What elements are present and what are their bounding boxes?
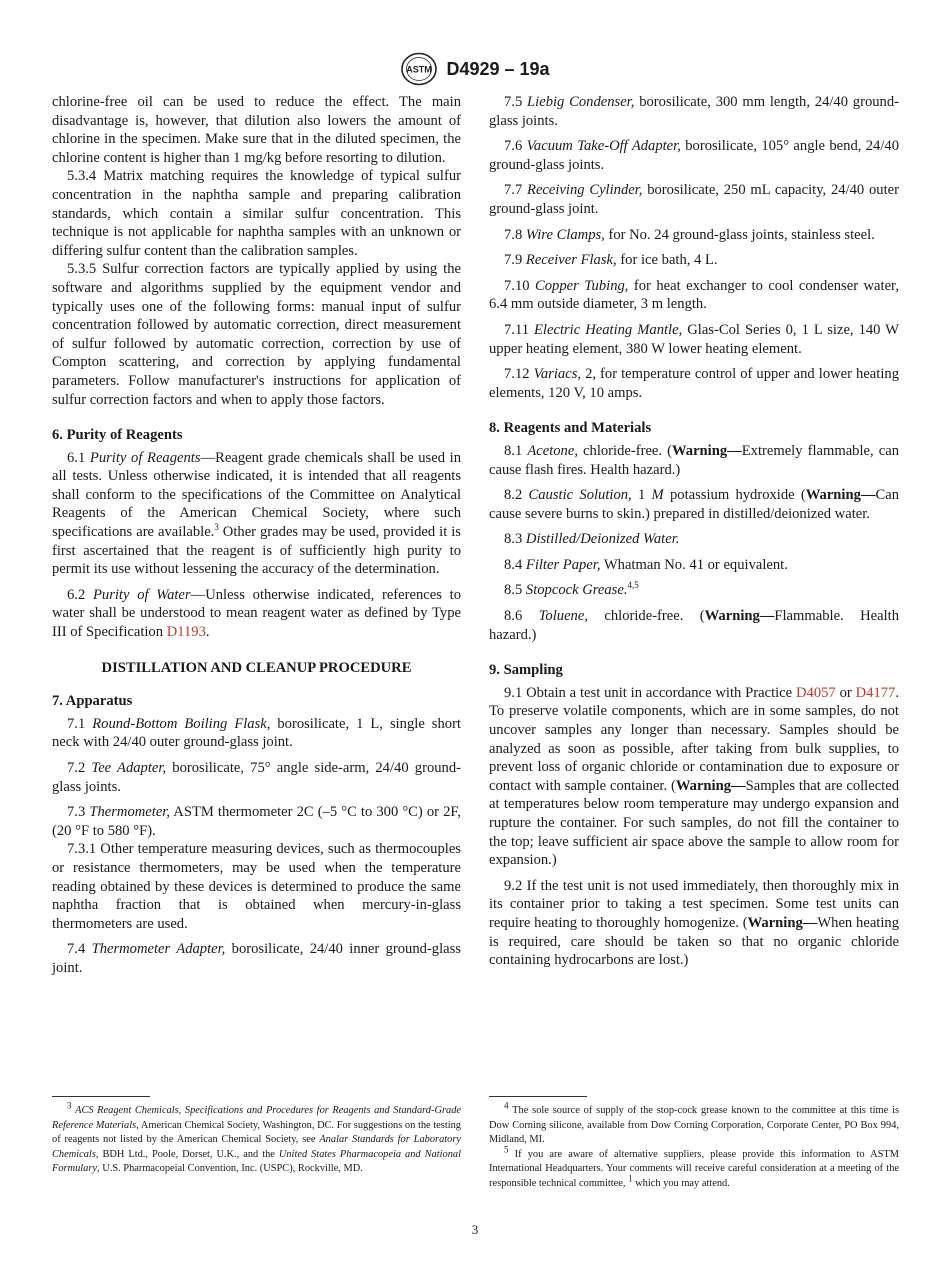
paragraph-continued: chlorine-free oil can be used to reduce the effect. The main disadvantage is, however, that dilution also lowers the amount of chlorine in the specimen. Make sure that in the diluted specimen, the chlorine content is higher than 1 mg/kg before resorting to dilution. <box>52 94 461 166</box>
document-id: D4929 – 19a <box>446 58 550 79</box>
astm-logo-text: ASTM <box>406 64 433 75</box>
paragraph-7-1: 7.1 Round-Bottom Boiling Flask, borosilicate, 1 L, single short neck with 24/40 outer ground-glass joint. <box>52 715 461 751</box>
paragraph-9-2: 9.2 If the test unit is not used immediately, then thoroughly mix in its container prior to taking a test specimen. Some test units can require heating to thoroughly homogenize. (Warning—When heating is required, care should be taken so that no organic chloride containing hydrocarbons are lost.) <box>489 877 899 969</box>
footnote-5: $^5$ If you are aware of alternative suppliers, please provide this information to ASTM International Headquarters. Your comments will receive careful consideration at a meeting of the responsible technical committee, $^1$ which you may attend. <box>489 1144 899 1189</box>
paragraph-7-3-1: 7.3.1 Other temperature measuring devices, such as thermocouples or resistance thermometers, may be used when the temperature reading obtained by these devices is determined to produce the same naphtha fraction that is obtained when mercury-in-glass thermometers are used. <box>52 841 461 932</box>
paragraph-7-3: 7.3 Thermometer, ASTM thermometer 2C (–5 °C to 300 °C) or 2F, (20 °F to 580 °F). <box>52 804 461 839</box>
footnote-rule-left <box>52 1096 150 1097</box>
procedure-title: DISTILLATION AND CLEANUP PROCEDURE <box>101 659 412 676</box>
footnote-4: $^4$ The sole source of supply of the stop-cock grease known to the committee at this time is Dow Corning silicone, available from Dow Corning Corporation, Corporate Center, PO Box 994, Midland, MI. <box>489 1100 899 1146</box>
paragraph-9-1: 9.1 Obtain a test unit in accordance with Practice D4057 or D4177. To preserve volatile components, which are in some samples, do not uncover samples any longer than necessary. Samples should be analyzed as soon as possible, after taking from bulk supplies, to prevent loss of organic chloride or contamination due to exposure or contact with sample container. (Warning—Samples that are collected at temperatures below room temperature may undergo expansion and rupture the container. For such samples, do not fill the container to the top; leave sufficient air space above the sample to allow room for expansion.) <box>489 684 900 869</box>
link-d4177[interactable]: D4177 <box>855 684 896 701</box>
section-heading-7: 7. Apparatus <box>52 693 133 710</box>
link-d1193[interactable]: D1193 <box>166 624 206 641</box>
left-column <box>52 93 461 978</box>
page-header <box>0 52 950 86</box>
paragraph-7-9: 7.9 Receiver Flask, for ice bath, 4 L. <box>504 252 718 269</box>
paragraph-7-8: 7.8 Wire Clamps, for No. 24 ground-glass joints, stainless steel. <box>504 226 875 243</box>
paragraph-8-6: 8.6 Toluene, chloride-free. (Warning—Flammable. Health hazard.) <box>489 608 899 643</box>
paragraph-7-6: 7.6 Vacuum Take-Off Adapter, borosilicate, 105° angle bend, 24/40 ground-glass joints. <box>489 138 899 173</box>
paragraph-6-2: 6.2 Purity of Water—Unless otherwise indicated, references to water shall be understood to mean reagent water as defined by Type III of Specification D1193. <box>52 586 461 641</box>
section-heading-8: 8. Reagents and Materials <box>489 420 652 437</box>
page-number: 3 <box>471 1222 479 1237</box>
paragraph-7-2: 7.2 Tee Adapter, borosilicate, 75° angle side-arm, 24/40 ground-glass joints. <box>52 760 461 795</box>
section-heading-6: 6. Purity of Reagents <box>52 427 183 444</box>
astm-logo-icon <box>400 52 438 86</box>
paragraph-8-2: 8.2 Caustic Solution, 1 M potassium hydroxide (Warning—Can cause severe burns to skin.) prepared in distilled/deionized water. <box>489 487 900 522</box>
paragraph-8-3: 8.3 Distilled/Deionized Water. <box>504 531 680 548</box>
paragraph-7-12: 7.12 Variacs, 2, for temperature control of upper and lower heating elements, 120 V, 10 amps. <box>489 366 899 401</box>
paragraph-7-10: 7.10 Copper Tubing, for heat exchanger to cool condenser water, 6.4 mm outside diameter, 3 m length. <box>489 277 899 313</box>
paragraph-6-1: 6.1 Purity of Reagents—Reagent grade chemicals shall be used in all tests. Unless otherwise indicated, it is intended that all reagents shall conform to the specifications of the Committee on Analytical Reagents of the American Chemical Society, where such specifications are available.$^3$ Other grades may be used, provided it is first ascertained that the reagent is of sufficiently high purity to permit its use without lessening the accuracy of the determination. <box>52 449 462 578</box>
paragraph-5-3-4: 5.3.4 Matrix matching requires the knowledge of typical sulfur concentration in the naphtha sample and preparing calibration standards, which contain a similar sulfur concentration. This technique is not applicable for naphtha samples with an unknown or differing sulfur content than the calibration samples. <box>52 168 461 259</box>
section-heading-9: 9. Sampling <box>489 662 563 679</box>
footnotes-left <box>52 1100 462 1177</box>
paragraph-7-7: 7.7 Receiving Cylinder, borosilicate, 250 mL capacity, 24/40 outer ground-glass joint. <box>489 182 899 217</box>
footnotes-right <box>489 1100 899 1192</box>
paragraph-5-3-5: 5.3.5 Sulfur correction factors are typically applied by using the software and algorithms supplied by the equipment vendor and typically uses one of the following forms: manual input of sulfur concentration followed by automatic correction, direct measurement of sulfur followed by automatic correction, correction by use of Compton scattering, and correction by applying fundamental parameters. Follow manufacturer's instructions for application of sulfur correction factors and when to apply those factors. <box>52 261 461 408</box>
link-d4057[interactable]: D4057 <box>796 684 836 701</box>
paragraph-8-1: 8.1 Acetone, chloride-free. (Warning—Extremely flammable, can cause flash fires. Health hazard.) <box>489 442 899 478</box>
footnote-rule-right <box>489 1096 587 1097</box>
right-column <box>489 93 899 970</box>
footnote-3: $^3$ ACS Reagent Chemicals, Specifications and Procedures for Reagents and Standard-Grade Reference Materials, American Chemical Society, Washington, DC. For suggestions on the testing of reagents not listed by the American Chemical Society, see Analar Standards for Laboratory Chemicals, BDH Ltd., Poole, Dorset, U.K., and the United States Pharmacopeia and National Formulary, U.S. Pharmacopeial Convention, Inc. (USPC), Rockville, MD. <box>52 1100 462 1175</box>
paragraph-7-4: 7.4 Thermometer Adapter, borosilicate, 24/40 inner ground-glass joint. <box>52 941 461 976</box>
paragraph-7-11: 7.11 Electric Heating Mantle, Glas-Col Series 0, 1 L size, 140 W upper heating element, 380 W lower heating element. <box>489 321 899 357</box>
paragraph-7-5: 7.5 Liebig Condenser, borosilicate, 300 mm length, 24/40 ground-glass joints. <box>489 94 899 129</box>
paragraph-8-4: 8.4 Filter Paper, Whatman No. 41 or equivalent. <box>504 556 788 573</box>
paragraph-8-5: 8.5 Stopcock Grease.$^{4,5}$ <box>504 580 639 599</box>
